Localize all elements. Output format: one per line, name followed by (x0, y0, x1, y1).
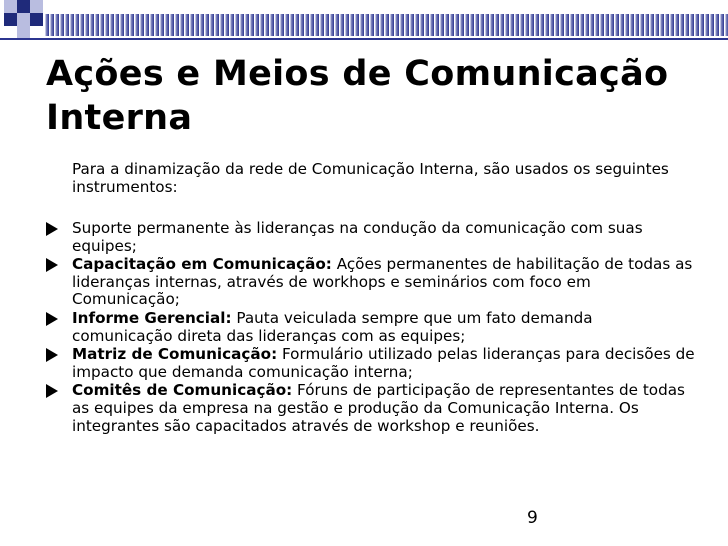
slide-title (46, 52, 716, 140)
gradient-stripe-bar (44, 14, 728, 36)
bullet-arrow-icon (46, 348, 58, 362)
bullet-arrow-icon (46, 384, 58, 398)
bullet-arrow-icon (46, 312, 58, 326)
bullet-heading: Matriz de Comunicação: (72, 345, 278, 364)
bullet-text: Formulário utilizado pelas lideranças para decisões de impacto que demanda comunicação interna; (72, 345, 695, 381)
page-number: 9 (527, 508, 538, 528)
bullet-arrow-icon (46, 258, 58, 272)
bullet-heading: Comitês de Comunicação: (72, 381, 293, 400)
deco-square (17, 0, 30, 13)
deco-square (30, 13, 43, 26)
list-item (46, 382, 696, 435)
list-item (46, 346, 696, 381)
header-divider (0, 38, 728, 40)
bullet-heading: Capacitação em Comunicação: (72, 255, 332, 274)
bullet-text: Pauta veiculada sempre que um fato demanda comunicação direta das lideranças com as equipes; (72, 308, 593, 345)
bullet-text: Fóruns de participação de representantes de todas as equipes da empresa na gestão e produção da Comunicação Interna. Os integrantes são capacitados através de workshop e reuniões. (72, 381, 685, 435)
bullet-list (46, 220, 696, 435)
deco-square (30, 0, 43, 13)
deco-square (17, 13, 30, 26)
deco-square (4, 13, 17, 26)
title-line-2: Interna (46, 98, 193, 138)
title-line-1: Ações e Meios de Comunicação (46, 54, 669, 94)
intro-paragraph: Para a dinamização da rede de Comunicação Interna, são usados os seguintes instrumentos: (72, 160, 669, 196)
deco-square (4, 0, 17, 13)
bullet-arrow-icon (46, 222, 58, 236)
list-item (46, 256, 696, 309)
list-item (46, 310, 696, 345)
bullet-heading: Informe Gerencial: (72, 308, 232, 327)
bullet-text: Ações permanentes de habilitação de todas as lideranças internas, através de workhops e seminários com foco em Comunicação; (72, 255, 693, 309)
list-item (46, 220, 696, 255)
bullet-text: Suporte permanente às lideranças na condução da comunicação com suas equipes; (72, 219, 643, 255)
